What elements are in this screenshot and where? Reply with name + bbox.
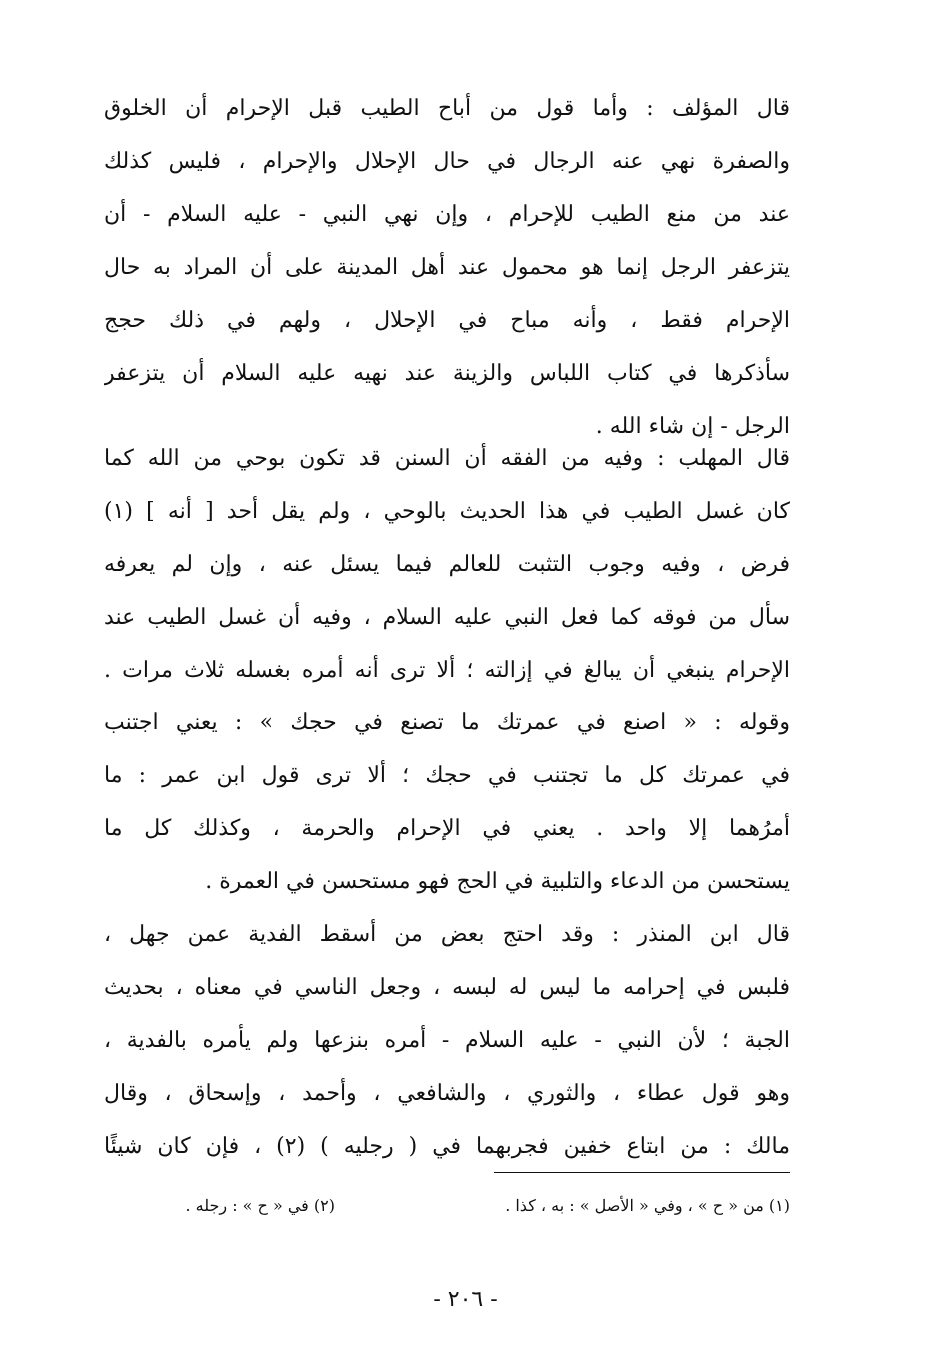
footnote-divider (494, 1172, 790, 1173)
text-line: قال المؤلف : وأما قول من أباح الطيب قبل الإحرام أن الخلوق (104, 96, 790, 121)
paragraph-2 (104, 432, 790, 697)
text-line: قال المهلب : وفيه من الفقه أن السنن قد تكون بوحي من الله كما (104, 446, 790, 471)
text-line: الجبة ؛ لأن النبي - عليه السلام - أمره بنزعها ولم يأمره بالفدية ، (104, 1028, 790, 1053)
text-line: قال ابن المنذر : وقد احتج بعض من أسقط الفدية عمن جهل ، (104, 922, 790, 947)
footnote-2: (٢) في « ح » : رجله . (185, 1196, 335, 1215)
text-line: والصفرة نهي عنه الرجال في حال الإحلال والإحرام ، فليس كذلك (104, 149, 790, 174)
paragraph-4 (104, 908, 790, 1173)
text-line: الإحرام ينبغي أن يبالغ في إزالته ؛ ألا ترى أنه أمره بغسله ثلاث مرات . (104, 658, 790, 683)
text-line: سأل من فوقه كما فعل النبي عليه السلام ، وفيه أن غسل الطيب عند (104, 605, 790, 630)
page-number: - ٢٠٦ - (433, 1287, 498, 1312)
text-line: سأذكرها في كتاب اللباس والزينة عند نهيه عليه السلام أن يتزعفر (104, 361, 790, 386)
paragraph-3 (104, 696, 790, 908)
paragraph-1 (104, 82, 790, 453)
text-line: مالك : من ابتاع خفين فجربهما في ( رجليه ) (٢) ، فإن كان شيئًا (104, 1134, 790, 1159)
text-line: يستحسن من الدعاء والتلبية في الحج فهو مستحسن في العمرة . (205, 869, 790, 894)
text-line: وهو قول عطاء ، والثوري ، والشافعي ، وأحمد ، وإسحاق ، وقال (104, 1081, 790, 1106)
footnotes (104, 1188, 790, 1224)
text-line: أمرُهما إلا واحد . يعني في الإحرام والحرمة ، وكذلك كل ما (104, 816, 790, 841)
text-line: فلبس في إحرامه ما ليس له لبسه ، وجعل الناسي في معناه ، بحديث (104, 975, 790, 1000)
footnote-1: (١) من « ح » ، وفي « الأصل » : به ، كذا . (505, 1196, 790, 1215)
text-line: في عمرتك كل ما تجتنب في حجك ؛ ألا ترى قول ابن عمر : ما (104, 763, 790, 788)
text-line: الرجل - إن شاء الله . (595, 414, 790, 439)
text-line: كان غسل الطيب في هذا الحديث بالوحي ، ولم يقل أحد [ أنه ] (١) (104, 499, 790, 524)
text-line: عند من منع الطيب للإحرام ، وإن نهي النبي - عليه السلام - أن (104, 202, 790, 227)
text-line: الإحرام فقط ، وأنه مباح في الإحلال ، ولهم في ذلك حجج (104, 308, 790, 333)
text-line: وقوله : « اصنع في عمرتك ما تصنع في حجك » : يعني اجتنب (104, 710, 790, 735)
text-line: فرض ، وفيه وجوب التثبت للعالم فيما يسئل عنه ، وإن لم يعرفه (104, 552, 790, 577)
text-line: يتزعفر الرجل إنما هو محمول عند أهل المدينة على أن المراد به حال (104, 255, 790, 280)
